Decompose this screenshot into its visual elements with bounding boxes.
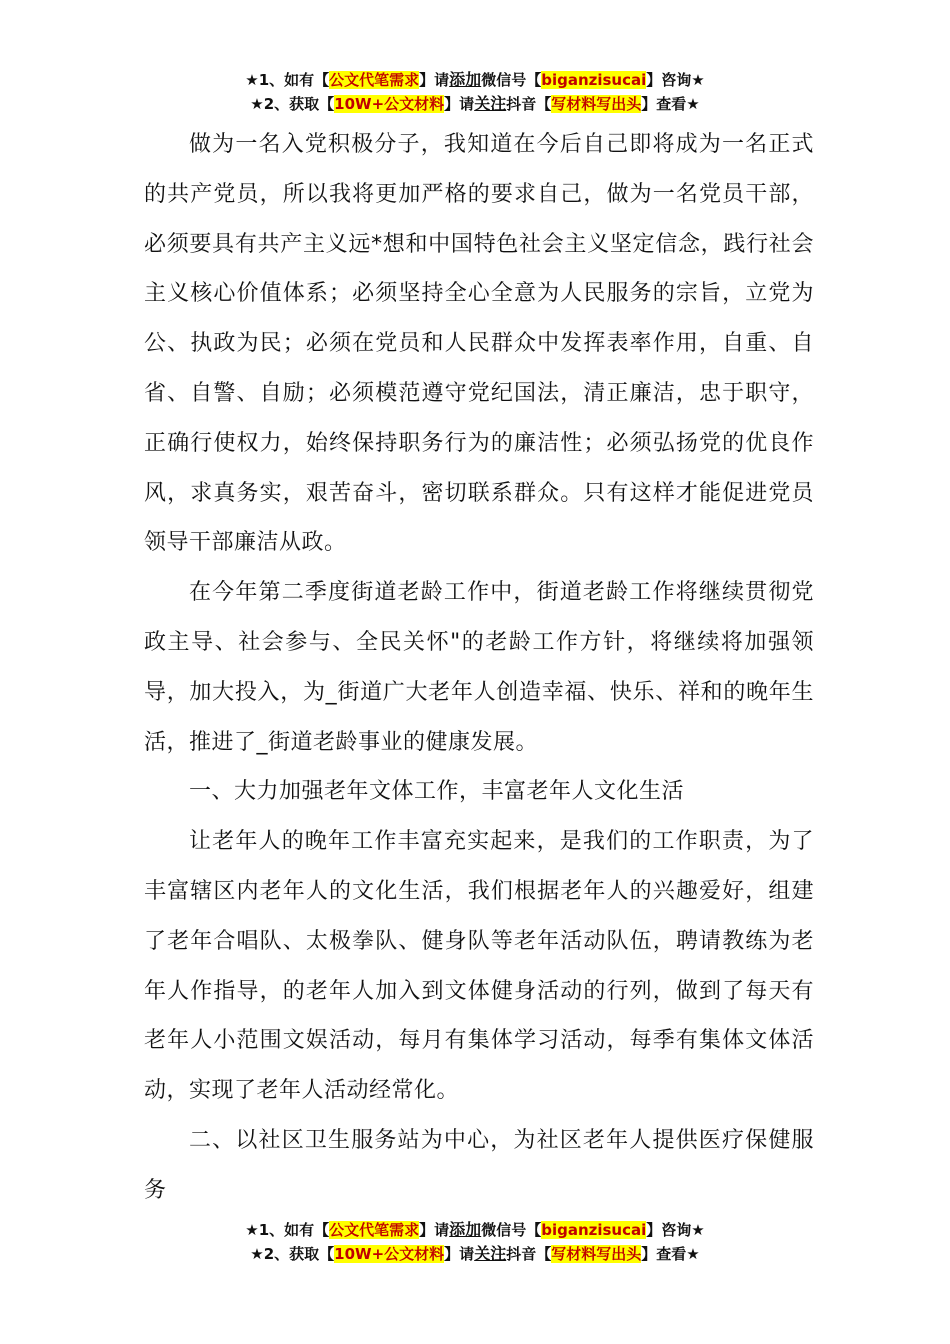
banner-text: 微信号【 [481,1221,542,1239]
highlight-wechat-id: biganzisucai [541,1221,647,1239]
section-heading: 一、大力加强老年文体工作，丰富老年人文化生活 [189,779,685,805]
highlight-douyin-account: 写材料写出头 [551,95,642,113]
underlined-text: 添加 [449,70,482,89]
footer-banner-line-1 [0,1218,950,1242]
banner-text: 】查看 [641,95,687,113]
banner-text: 2、获取【 [263,1245,335,1263]
star-icon: ★ [686,95,700,113]
banner-text: 】请 [419,1221,450,1239]
underlined-text: 关注 [474,1244,507,1263]
section-heading: 二、以社区卫生服务站为中心，为社区老年人提供医疗保健服务 [144,1127,814,1203]
header-banner [0,68,950,116]
banner-text: 】请 [444,95,475,113]
body-paragraph: 让老年人的晚年工作丰富充实起来，是我们的工作职责，为了丰富辖区内老年人的文化生活，我们根据老年人的兴趣爱好，组建了老年合唱队、太极拳队、健身队等老年活动队伍，聘请教练为老年人作指导，的老年人加入到文体健身活动的行列，做到了每天有老年人小范围文娱活动，每月有集体学习活动，每季有集体文体活动，实现了老年人活动经常化。 [144,829,814,1104]
star-icon: ★ [250,95,264,113]
banner-text: 】请 [419,71,450,89]
banner-text: 微信号【 [481,71,542,89]
highlight-materials: 10W+公文材料 [334,95,445,113]
highlight-wechat-id: biganzisucai [541,71,647,89]
underlined-text: 关注 [474,94,507,113]
banner-text: 1、如有【 [258,71,330,89]
banner-text: 】咨询 [646,1221,692,1239]
underlined-text: 添加 [449,1220,482,1239]
highlight-service: 公文代笔需求 [329,1221,420,1239]
star-icon: ★ [245,71,259,89]
body-paragraph: 在今年第二季度街道老龄工作中，街道老龄工作将继续贯彻党政主导、社会参与、全民关怀"的老龄工作方针，将继续将加强领导，加大投入，为_街道广大老年人创造幸福、快乐、祥和的晚年生活，推进了_街道老龄事业的健康发展。 [144,580,814,755]
banner-text: 】查看 [641,1245,687,1263]
banner-text: 抖音【 [506,1245,552,1263]
star-icon: ★ [691,1221,705,1239]
highlight-service: 公文代笔需求 [329,71,420,89]
body-paragraph: 做为一名入党积极分子，我知道在今后自己即将成为一名正式的共产党员，所以我将更加严格的要求自己，做为一名党员干部，必须要具有共产主义远*想和中国特色社会主义坚定信念，践行社会主义核心价值体系；必须坚持全心全意为人民服务的宗旨，立党为公、执政为民；必须在党员和人民群众中发挥表率作用，自重、自省、自警、自励；必须模范遵守党纪国法，清正廉洁，忠于职守，正确行使权力，始终保持职务行为的廉洁性；必须弘扬党的优良作风，求真务实，艰苦奋斗，密切联系群众。只有这样才能促进党员领导干部廉洁从政。 [144,132,814,556]
banner-text: 1、如有【 [258,1221,330,1239]
footer-banner-line-2 [0,1242,950,1266]
star-icon: ★ [686,1245,700,1263]
banner-text: 2、获取【 [263,95,335,113]
highlight-douyin-account: 写材料写出头 [551,1245,642,1263]
banner-text: 】咨询 [646,71,692,89]
highlight-materials: 10W+公文材料 [334,1245,445,1263]
header-banner-line-2 [0,92,950,116]
banner-text: 】请 [444,1245,475,1263]
star-icon: ★ [691,71,705,89]
star-icon: ★ [245,1221,259,1239]
document-body [144,120,814,1216]
banner-text: 抖音【 [506,95,552,113]
star-icon: ★ [250,1245,264,1263]
footer-banner [0,1218,950,1266]
header-banner-line-1 [0,68,950,92]
